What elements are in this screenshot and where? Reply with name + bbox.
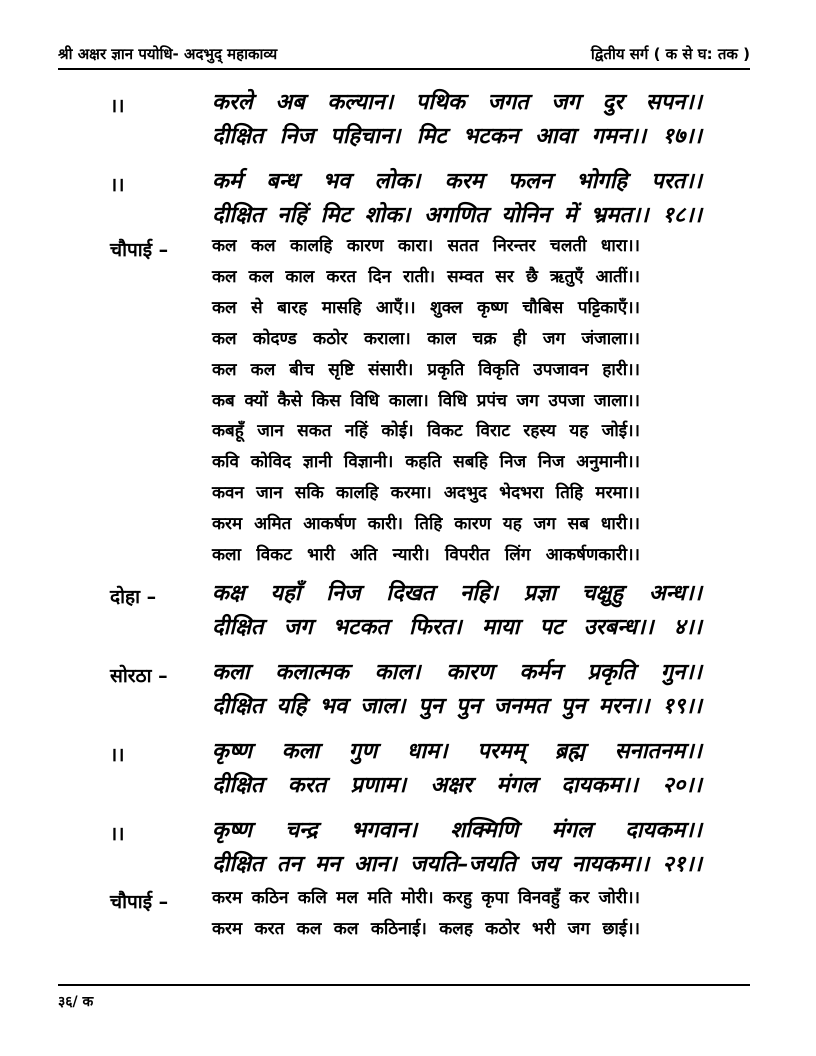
verse-line: करले अब कल्यान। पथिक जगत जग दुर सपन।। — [212, 90, 702, 115]
stanza-label: ।। — [110, 95, 125, 117]
stanza-label: ।। — [110, 823, 125, 845]
verse-line: कब क्यों कैसे किस विधि काला। विधि प्रपंच जग उपजा जाला।। — [212, 390, 640, 411]
verse-lines — [212, 231, 702, 571]
verse-lines — [212, 86, 702, 154]
verse-lines — [212, 735, 702, 803]
verse-line: दीक्षित करत प्रणाम। अक्षर मंगल दायकम।। २०।। — [212, 773, 702, 798]
book-title: श्री अक्षर ज्ञान पयोधि- अदभुद् महाकाव्य — [58, 45, 278, 63]
verse-line: कृष्ण कला गुण धाम। परमम् ब्रह्म सनातनम।। — [212, 739, 702, 764]
chapter-title: द्वितीय सर्ग ( क से घ: तक ) — [590, 45, 750, 63]
verse-line: दीक्षित जग भटकत फिरत। माया पट उरबन्ध।। ४।। — [212, 615, 702, 640]
stanza-label: दोहा – — [110, 586, 157, 608]
stanza-label: ।। — [110, 174, 125, 196]
stanza-label: सोरठा – — [110, 665, 168, 687]
verse-line: कवि कोविद ज्ञानी विज्ञानी। कहति सबहि निज निज अनुमानी।। — [212, 452, 640, 473]
stanza-label: चौपाई – — [110, 239, 169, 261]
verse-line: कला कलात्मक काल। कारण कर्मन प्रकृति गुन।। — [212, 660, 702, 685]
verse-lines — [212, 656, 702, 724]
verse-line: कवन जान सकि कालहि करमा। अदभुद भेदभरा तिहि मरमा।। — [212, 483, 640, 504]
verse-line: कृष्ण चन्द्र भगवान। शक्मिणि मंगल दायकम।। — [212, 818, 702, 843]
verse-line: कबहूँ जान सकत नहिं कोई। विकट विराट रहस्य यह जोई।। — [212, 421, 640, 442]
verse-line: कर्म बन्ध भव लोक। करम फलन भोगहि परत।। — [212, 169, 702, 194]
verse-line: दीक्षित निज पहिचान। मिट भटकन आवा गमन।। १७।। — [212, 124, 702, 149]
verse-lines — [212, 165, 702, 233]
verse-line: दीक्षित यहि भव जाल। पुन पुन जनमत पुन मरन।। १९।। — [212, 694, 702, 719]
verse-line: दीक्षित नहिं मिट शोक। अगणित योनिन में भ्रमत।। १८।। — [212, 203, 702, 228]
verse-lines — [212, 577, 702, 645]
verse-line: करम अमित आकर्षण कारी। तिहि कारण यह जग सब धारी।। — [212, 514, 640, 535]
page-footer — [58, 984, 750, 1011]
stanza-label: ।। — [110, 744, 125, 766]
page-number: ३६/ क — [58, 994, 94, 1010]
stanza-label: चौपाई – — [110, 891, 169, 913]
verse-line: कल कोदण्ड कठोर कराला। काल चक्र ही जग जंजाला।। — [212, 328, 640, 349]
verse-line: कल कल कालहि कारण कारा। सतत निरन्तर चलती धारा।। — [212, 236, 640, 256]
verse-line: कल कल बीच सृष्टि संसारी। प्रकृति विकृति उपजावन हारी।। — [212, 359, 640, 380]
verse-line: कला विकट भारी अति न्यारी। विपरीत लिंग आकर्षणकारी।। — [212, 545, 640, 566]
verse-line: कल कल काल करत दिन राती। सम्वत सर छै ऋतुएँ आतीं।। — [212, 266, 640, 287]
verse-lines — [212, 883, 702, 945]
verse-line: कक्ष यहाँ निज दिखत नहि। प्रज्ञा चक्षुहु अन्ध।। — [212, 581, 702, 606]
verse-line: कल से बारह मासहि आएँ।। शुक्ल कृष्ण चौबिस पट्टिकाएँ।। — [212, 297, 640, 318]
verse-line: दीक्षित तन मन आन। जयति–जयति जय नायकम।। २१।। — [212, 852, 702, 877]
verse-lines — [212, 814, 702, 882]
verse-line: करम करत कल कल कठिनाई। कलह कठोर भरी जग छाई।। — [212, 918, 640, 939]
verse-line: करम कठिन कलि मल मति मोरी। करहु कृपा विनवहुँ कर जोरी।। — [212, 888, 640, 908]
